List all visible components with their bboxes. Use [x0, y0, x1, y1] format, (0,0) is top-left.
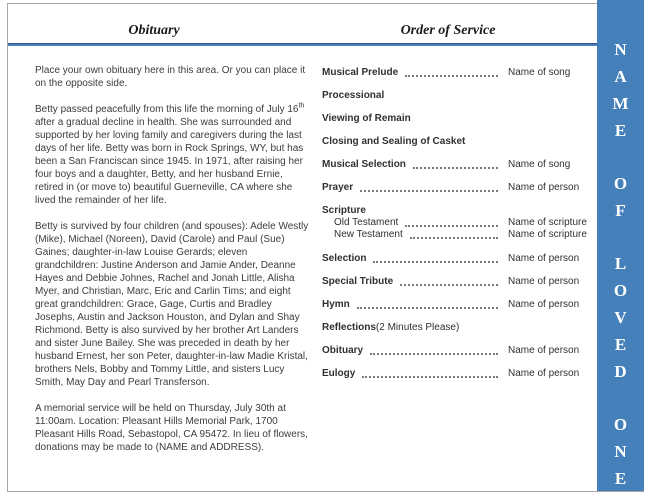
order-of-service-title: Order of Service: [400, 23, 496, 38]
service-item-label: Special Tribute: [322, 276, 394, 287]
name-banner: [597, 0, 644, 491]
service-item: [322, 344, 590, 357]
service-item-label: Scripture: [322, 205, 366, 216]
service-item-label: Reflections: [322, 322, 376, 333]
sidebar-letter: E: [614, 335, 627, 354]
leader-dots: [405, 225, 498, 227]
obituary-paragraph-survivors: Betty is survived by four children (and spouses): Adele Westly (Mike), Michael (Noreen), David (Carole) and Paul (Sue) Gaines; daughter-in-law Louise Gerards; eleven grandchildren: Justine Anderson and Jamie Ander, Deanne Hayes and Debbie Johnes, Rachel and Jonah Little, Alisha Myer, and Christian, Marc, Eric and Carlin Tims; and eight great grandchildren: Grace, Gage, Curtis and Bradley Josephs, Austin and Jackson Houston, and Dylan and Shay Richmond. Betty is also survived by her brother Art Landers and sister June Bailey. She was preceded in death by her husband Ernest, her son Peter, daughter-in-law Madie Kristal, brothers Nels, Bobby and Tommy Little, and sisters Lucy Smith, May Day and Pearl Transferson.: [35, 221, 309, 388]
service-item-label: Viewing of Remain: [322, 113, 411, 124]
service-item-label: Musical Prelude: [322, 67, 399, 78]
service-item: [322, 321, 590, 334]
service-item-value: Name of person: [508, 182, 580, 193]
header-rule: [8, 43, 597, 46]
obituary-p2-text: Betty passed peacefully from this life the morning of July 16: [35, 104, 299, 115]
service-item-label: Old Testament: [334, 217, 399, 228]
sidebar-letter: N: [614, 40, 627, 59]
service-item: [322, 158, 590, 171]
service-item: [322, 217, 590, 229]
service-item: [322, 298, 590, 311]
service-item-value: Name of scripture: [508, 229, 587, 240]
leader-dots: [413, 167, 498, 169]
leader-dots: [360, 190, 498, 192]
service-item: [322, 275, 590, 288]
order-of-service-list: [322, 66, 590, 390]
service-item-value: Name of person: [508, 345, 580, 356]
obituary-p2-rest: after a gradual decline in health. She was surrounded and supported by her loving family and caregivers during the last days of her life. Betty was born in Rock Springs, WY, but has been a San Franciscan since 1945. In 1971, after raising her four boys and a daughter, Betty, and her husband Ernie, retired in (or move to) beautiful Guerneville, CA where she lived the remainder of her life.: [35, 117, 304, 206]
sidebar-letter: O: [613, 415, 628, 434]
sidebar-letter: L: [614, 254, 627, 273]
leader-dots: [400, 284, 498, 286]
obituary-title: Obituary: [128, 23, 180, 38]
service-item: [322, 135, 590, 148]
service-item-value: Name of person: [508, 368, 580, 379]
ordinal-superscript: th: [298, 102, 305, 110]
service-item: [322, 252, 590, 265]
sidebar-letter: E: [614, 469, 627, 488]
service-item-label: Hymn: [322, 299, 350, 310]
service-item: [322, 181, 590, 194]
service-item-label: Closing and Sealing of Casket: [322, 136, 466, 147]
sidebar-letter: V: [614, 308, 627, 327]
leader-dots: [370, 353, 498, 355]
obituary-paragraph-service-info: A memorial service will be held on Thursday, July 30th at 11:00am. Location: Pleasant Hills Memorial Park, 1700 Pleasant Hills Road, Sebastopol, CA 95472. In lieu of flowers, donations may be made to (NAME and ADDRESS).: [35, 403, 308, 453]
obituary-paragraph-life: [35, 103, 309, 207]
sidebar-letter: N: [614, 442, 627, 461]
service-item-label: Eulogy: [322, 368, 356, 379]
leader-dots: [410, 237, 498, 239]
leader-dots: [357, 307, 498, 309]
service-item-label: New Testament: [334, 229, 403, 240]
obituary-column: [35, 64, 309, 467]
service-item: [322, 112, 590, 125]
service-item: [322, 367, 590, 380]
service-item-value: Name of person: [508, 276, 580, 287]
service-item-label: Musical Selection: [322, 159, 406, 170]
service-item-value: Name of song: [508, 159, 571, 170]
service-item-label: Prayer: [322, 182, 354, 193]
service-item: [322, 66, 590, 79]
service-item-label: Processional: [322, 90, 385, 101]
sidebar-letter: M: [612, 94, 629, 113]
service-item-label: Selection: [322, 253, 367, 264]
service-item-label: Obituary: [322, 345, 364, 356]
service-item: [322, 89, 590, 102]
service-item-value: Name of person: [508, 299, 580, 310]
service-item-note: (2 Minutes Please): [375, 322, 460, 333]
service-item-value: Name of scripture: [508, 217, 587, 228]
service-item: [322, 204, 590, 217]
service-item-value: Name of person: [508, 253, 580, 264]
service-item-value: Name of song: [508, 67, 571, 78]
sidebar-letter: O: [613, 281, 628, 300]
sidebar-letter: O: [613, 174, 628, 193]
leader-dots: [362, 376, 498, 378]
leader-dots: [405, 75, 498, 77]
obituary-paragraph-placeholder: Place your own obituary here in this area. Or you can place it on the opposite side.: [35, 65, 306, 89]
sidebar-letter: E: [614, 121, 627, 140]
sidebar-letter: A: [614, 67, 627, 86]
sidebar-letter: D: [614, 362, 627, 381]
service-item: [322, 229, 590, 241]
leader-dots: [373, 261, 498, 263]
sidebar-letter: F: [615, 201, 626, 220]
